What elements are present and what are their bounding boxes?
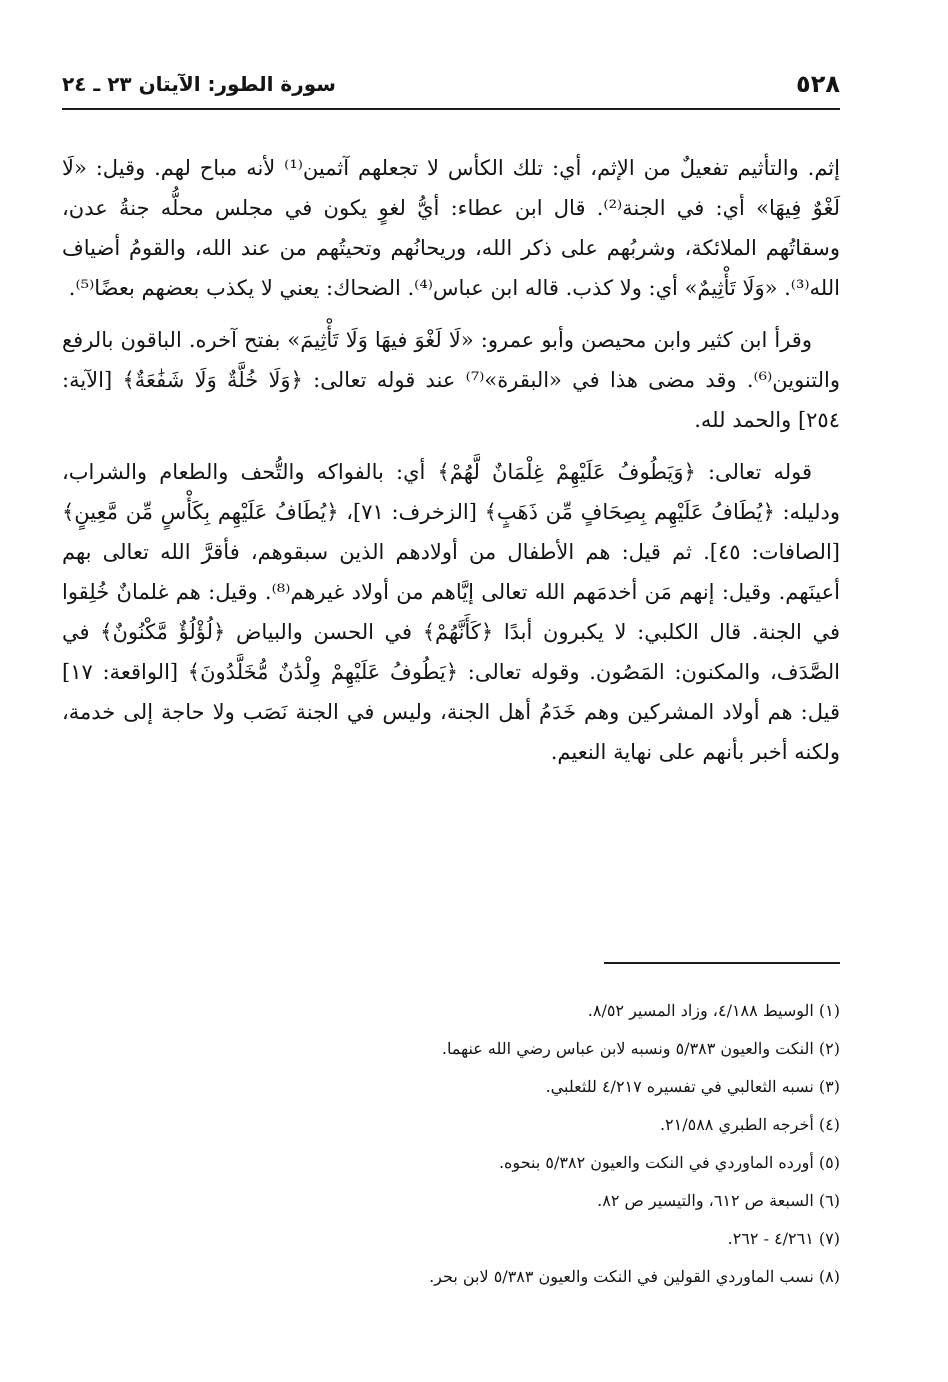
- paragraph-2: وقرأ ابن كثير وابن محيصن وأبو عمرو: «لَا لَغْوَ فيهَا وَلَا تَأْثِيمَ» بفتح آخره. الباقون بالرفع والتنوين⁽⁶⁾. وقد مضى هذا في «البقرة»⁽⁷⁾ عند قوله تعالى: ﴿وَلَا خُلَّةٌ وَلَا شَفَٰعَةٌ﴾ [الآية: ٢٥٤] والحمد لله.: [62, 328, 840, 432]
- main-text: [62, 148, 840, 784]
- paragraph-1: إثم. والتأثيم تفعيلٌ من الإثم، أي: تلك الكأس لا تجعلهم آثمين⁽¹⁾ لأنه مباح لهم. وقيل: «لَا لَغْوٌ فِيهَا» أي: في الجنة⁽²⁾. قال ابن عطاء: أيُّ لغوٍ يكون في مجلس محلُّه جنةُ عدن، وسقاتُهم الملائكة، وشربُهم على ذكر الله، وريحانُهم وتحيتُهم من عند الله، والقومُ أضياف الله⁽³⁾. «وَلَا تَأْثِيمٌ» أي: ولا كذب. قاله ابن عباس⁽⁴⁾. الضحاك: يعني لا يكذب بعضهم بعضًا⁽⁵⁾.: [62, 156, 840, 300]
- paragraph-3: قوله تعالى: ﴿وَيَطُوفُ عَلَيْهِمْ غِلْمَانٌ لَّهُمْ﴾ أي: بالفواكه والتُّحف والطعام والشراب، ودليله: ﴿يُطَافُ عَلَيْهِم بِصِحَافٍ مِّن ذَهَبٍ﴾ [الزخرف: ٧١]، ﴿يُطَافُ عَلَيْهِم بِكَأْسٍ مِّن مَّعِينٍ﴾ [الصافات: ٤٥]. ثم قيل: هم الأطفال من أولادهم الذين سبقوهم، فأقرَّ الله تعالى بهم أعينَهم. وقيل: إنهم مَن أخدمَهم الله تعالى إيَّاهم من أولاد غيرهم⁽⁸⁾. وقيل: هم غلمانٌ خُلِقوا في الجنة. قال الكلبي: لا يكبرون أبدًا ﴿كَأَنَّهُمْ﴾ في الحسن والبياض ﴿لُؤْلُؤٌ مَّكْنُونٌ﴾ في الصَّدَف، والمكنون: المَصُون. وقوله تعالى: ﴿يَطُوفُ عَلَيْهِمْ وِلْدَٰنٌ مُّخَلَّدُونَ﴾ [الواقعة: ١٧] قيل: هم أولاد المشركين وهم خَدَمُ أهل الجنة، وليس في الجنة نَصَب ولا حاجة إلى خدمة، ولكنه أخبر بأنهم على نهاية النعيم.: [62, 460, 840, 764]
- footnotes: [62, 992, 840, 1296]
- footnote-6: (٦) السبعة ص ٦١٢، والتيسير ص ٨٢.: [597, 1191, 840, 1210]
- footnote-2: (٢) النكت والعيون ٥/٣٨٣ ونسبه لابن عباس رضي الله عنهما.: [441, 1039, 840, 1058]
- footnote-3: (٣) نسبه الثعالبي في تفسيره ٤/٢١٧ للثعلبي.: [545, 1077, 840, 1096]
- footnote-1: (١) الوسيط ٤/١٨٨، وزاد المسير ٨/٥٢.: [587, 1001, 840, 1020]
- footnote-4: (٤) أخرجه الطبري ٢١/٥٨٨.: [659, 1115, 840, 1134]
- page-number: ٥٢٨: [796, 70, 840, 98]
- running-title: سورة الطور: الآيتان ٢٣ ـ ٢٤: [62, 72, 336, 96]
- footnote-8: (٨) نسب الماوردي القولين في النكت والعيون ٥/٣٨٣ لابن بحر.: [429, 1267, 840, 1286]
- footnote-7: (٧) ٤/٢٦١ - ٢٦٢.: [727, 1229, 840, 1248]
- footnote-5: (٥) أورده الماوردي في النكت والعيون ٥/٣٨٢ بنحوه.: [498, 1153, 840, 1172]
- footnote-separator: [604, 962, 840, 964]
- page-header: [62, 68, 840, 110]
